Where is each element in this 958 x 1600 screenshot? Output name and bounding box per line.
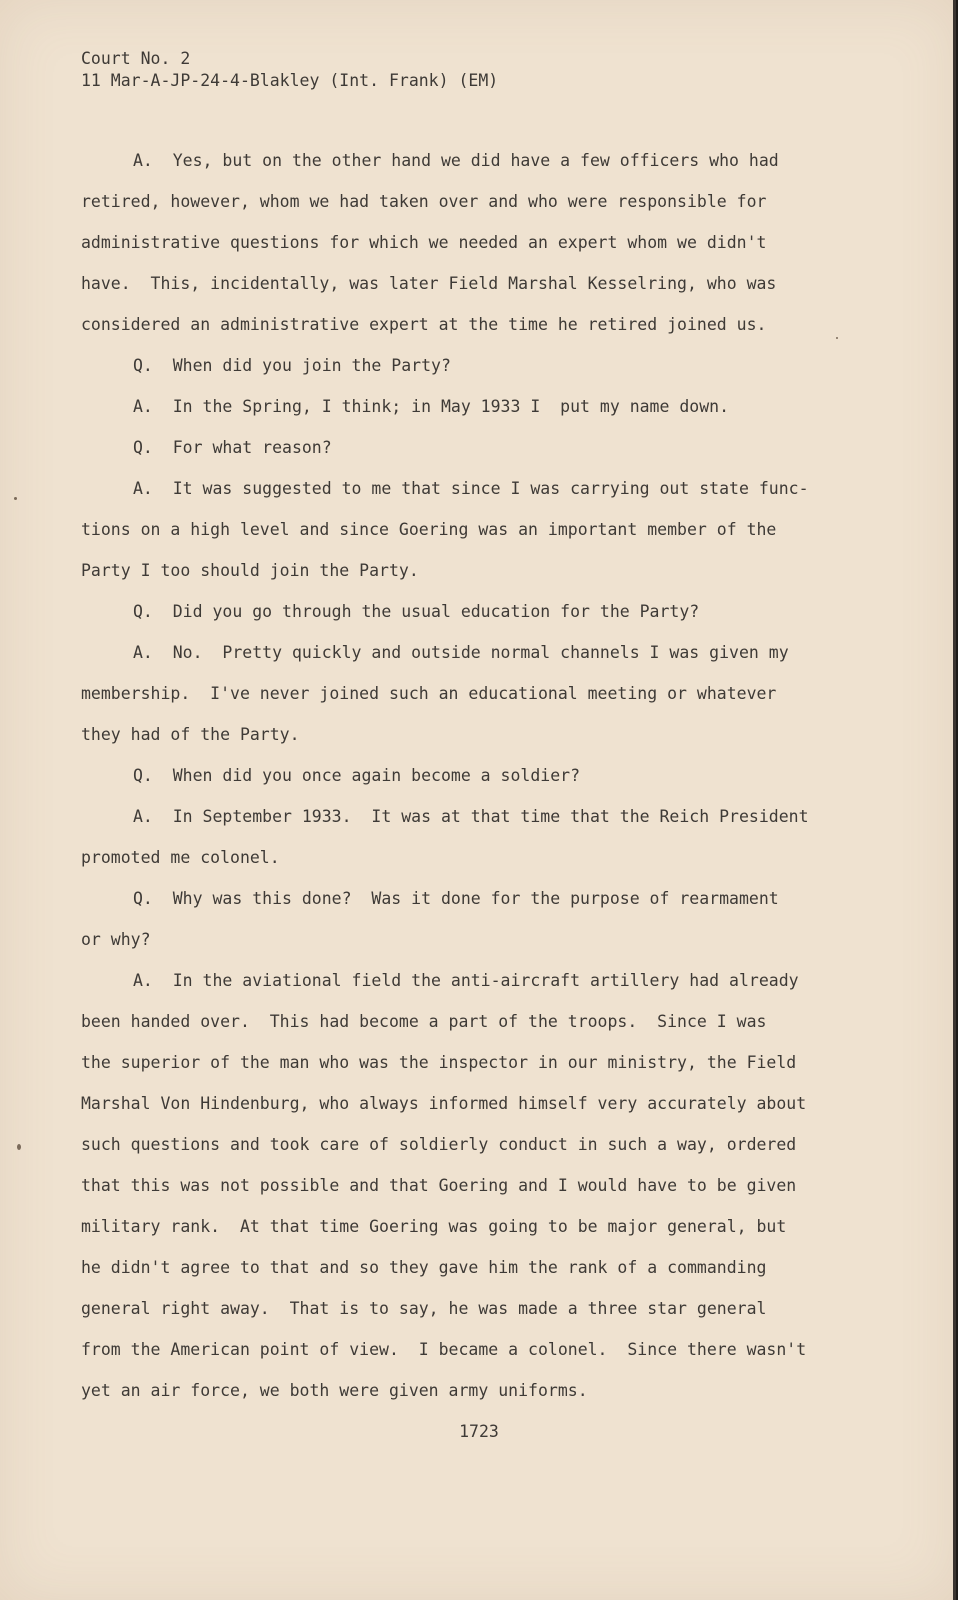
- paper-speck: [14, 497, 17, 500]
- text-line: from the American point of view. I became a colonel. Since there wasn't: [81, 1340, 807, 1359]
- answer-line: A. It was suggested to me that since I was carrying out state func-: [133, 479, 809, 498]
- answer-line: A. In the Spring, I think; in May 1933 I put my name down.: [133, 397, 730, 416]
- answer-line: A. Yes, but on the other hand we did have a few officers who had: [133, 151, 779, 170]
- text-line: considered an administrative expert at the time he retired joined us.: [81, 315, 767, 334]
- answer-line: A. In September 1933. It was at that time that the Reich President: [133, 807, 809, 826]
- paper-speck: [17, 1144, 21, 1150]
- text-line: tions on a high level and since Goering was an important member of the: [81, 520, 777, 539]
- text-line: retired, however, whom we had taken over and who were responsible for: [81, 192, 767, 211]
- text-line: been handed over. This had become a part of the troops. Since I was: [81, 1012, 767, 1031]
- paper-speck: [836, 337, 838, 339]
- text-line: military rank. At that time Goering was going to be major general, but: [81, 1217, 787, 1236]
- text-line: they had of the Party.: [81, 725, 300, 744]
- answer-line: A. No. Pretty quickly and outside normal channels I was given my: [133, 643, 789, 662]
- page-number: 1723: [459, 1422, 499, 1441]
- text-line: Marshal Von Hindenburg, who always informed himself very accurately about: [81, 1094, 807, 1113]
- text-line: such questions and took care of soldierly conduct in such a way, ordered: [81, 1135, 797, 1154]
- text-line: he didn't agree to that and so they gave him the rank of a commanding: [81, 1258, 767, 1277]
- text-line: that this was not possible and that Goering and I would have to be given: [81, 1176, 797, 1195]
- question-line: Q. When did you join the Party?: [133, 356, 451, 375]
- question-line: Q. For what reason?: [133, 438, 332, 457]
- question-line: Q. Why was this done? Was it done for the purpose of rearmament: [133, 889, 779, 908]
- question-line: Q. When did you once again become a soldier?: [133, 766, 581, 785]
- text-line: yet an air force, we both were given army uniforms.: [81, 1381, 588, 1400]
- question-line: Q. Did you go through the usual education for the Party?: [133, 602, 700, 621]
- text-line: Party I too should join the Party.: [81, 561, 419, 580]
- court-number: Court No. 2: [81, 49, 191, 68]
- text-line: membership. I've never joined such an educational meeting or whatever: [81, 684, 777, 703]
- text-line: the superior of the man who was the inspector in our ministry, the Field: [81, 1053, 797, 1072]
- page-edge-shadow: [953, 0, 956, 1600]
- text-line: have. This, incidentally, was later Field Marshal Kesselring, who was: [81, 274, 777, 293]
- text-line: general right away. That is to say, he was made a three star general: [81, 1299, 767, 1318]
- text-line: or why?: [81, 930, 151, 949]
- answer-line: A. In the aviational field the anti-aircraft artillery had already: [133, 971, 799, 990]
- text-line: promoted me colonel.: [81, 848, 280, 867]
- text-line: administrative questions for which we needed an expert whom we didn't: [81, 233, 767, 252]
- transcript-reference: 11 Mar-A-JP-24-4-Blakley (Int. Frank) (EM): [81, 71, 499, 90]
